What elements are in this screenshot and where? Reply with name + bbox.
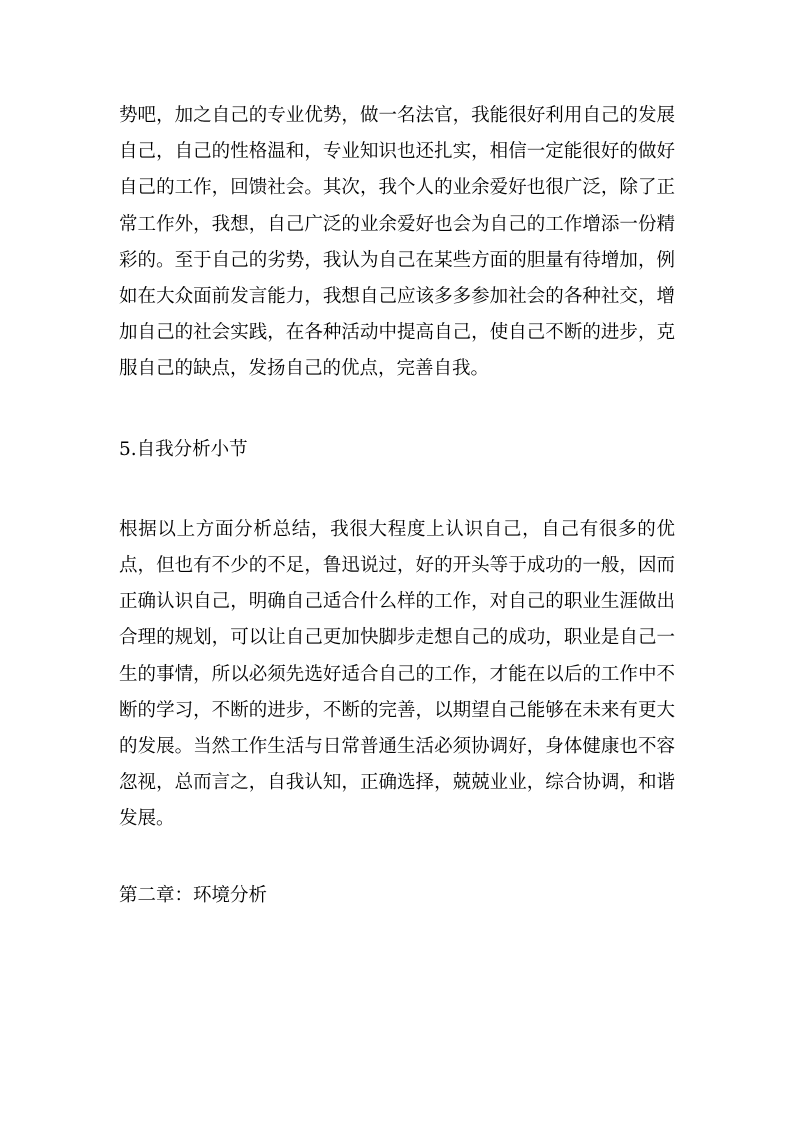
section-heading-self-analysis-summary: 5.自我分析小节 bbox=[119, 438, 248, 460]
spacer bbox=[119, 388, 675, 432]
spacer bbox=[119, 468, 675, 512]
spacer bbox=[119, 838, 675, 878]
paragraph-self-analysis-summary: 根据以上方面分析总结，我很大程度上认识自己，自己有很多的优点，但也有不少的不足，鲁迅说过，好的开头等于成功的一般，因而正确认识自己，明确自己适合什么样的工作，对自己的职业生涯做出合理的规划，可以让自己更加快脚步走想自己的成功，职业是自己一生的事情，所以必须先选好适合自己的工作，才能在以后的工作中不断的学习，不断的进步，不断的完善，以期望自己能够在未来有更大的发展。当然工作生活与日常普通生活必须协调好，身体健康也不容忽视，总而言之，自我认知，正确选择，兢兢业业，综合协调，和谐发展。 bbox=[119, 518, 675, 830]
document-body bbox=[119, 98, 675, 914]
paragraph-self-analysis-strengths: 势吧，加之自己的专业优势，做一名法官，我能很好利用自己的发展自己，自己的性格温和，专业知识也还扎实，相信一定能很好的做好自己的工作，回馈社会。其次，我个人的业余爱好也很广泛，除了正常工作外，我想，自己广泛的业余爱好也会为自己的工作增添一份精彩的。至于自己的劣势，我认为自己在某些方面的胆量有待增加，例如在大众面前发言能力，我想自己应该多多参加社会的各种社交，增加自己的社会实践，在各种活动中提高自己，使自己不断的进步，克服自己的缺点，发扬自己的优点，完善自我。 bbox=[119, 105, 675, 380]
chapter-heading-environment-analysis: 第二章：环境分析 bbox=[119, 884, 268, 906]
